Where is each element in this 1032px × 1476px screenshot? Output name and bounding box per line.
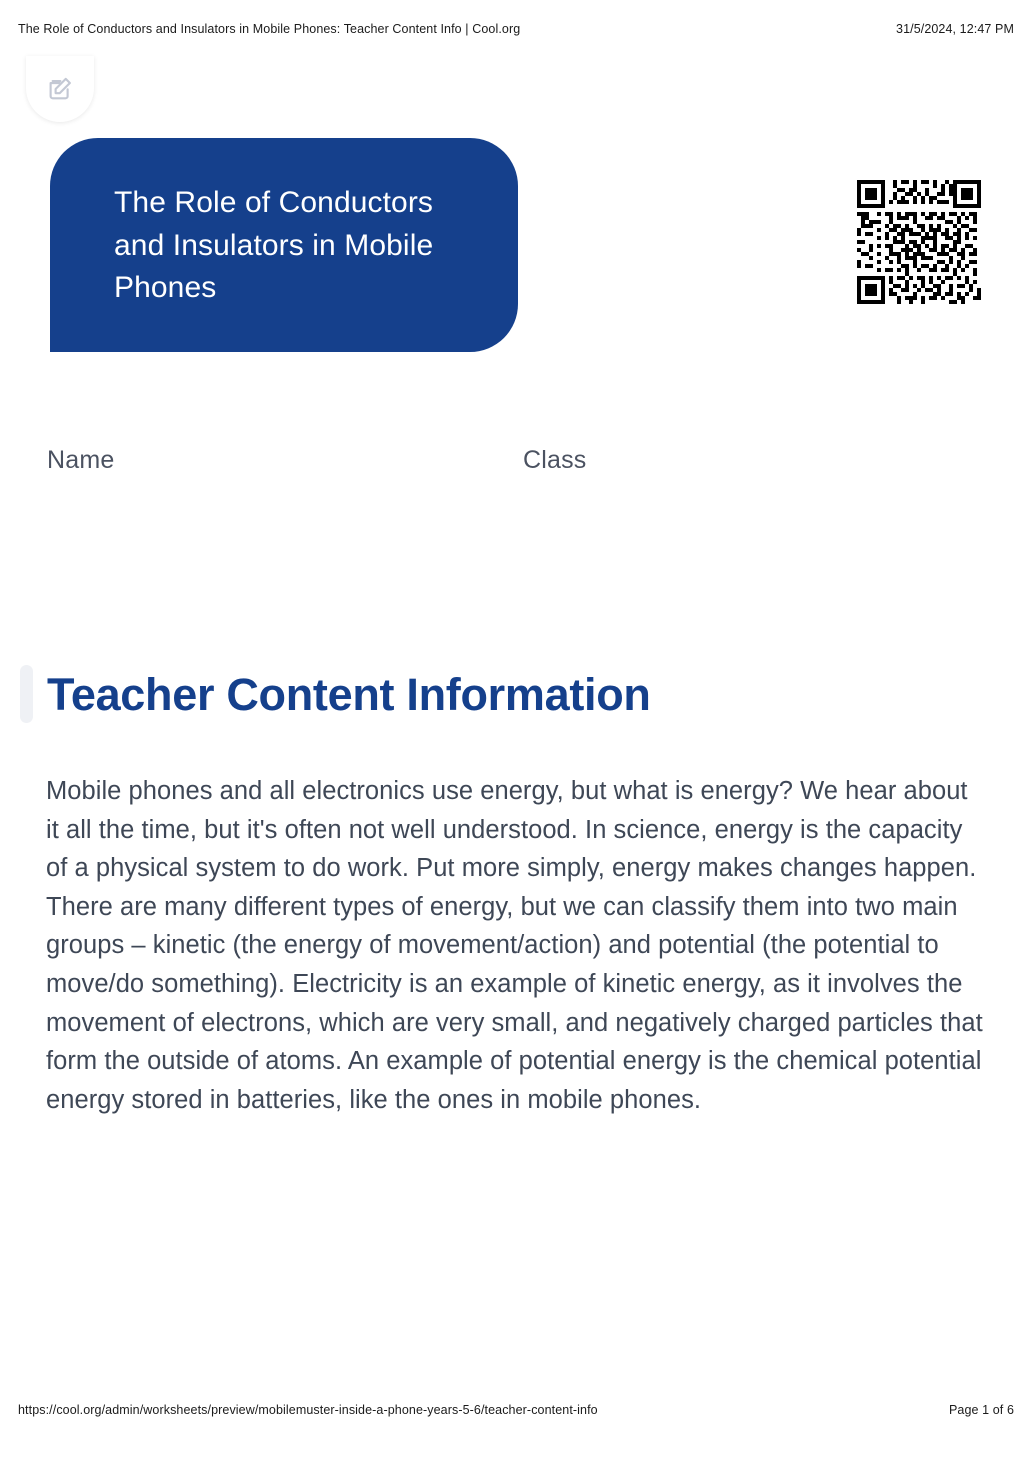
print-header-title: The Role of Conductors and Insulators in Mobile Phones: Teacher Content Info | Cool.org (18, 22, 521, 36)
content-paragraph: Mobile phones and all electronics use energy, but what is energy? We hear about it all the time, but it's often not well understood. In science, energy is the capacity of a physical system to do work. Put more simply, energy makes changes happen. There are many different types of energy, but we can classify them into two main groups – kinetic (the energy of movement/action) and potential (the potential to move/do something). Electricity is an example of kinetic energy, as it involves the movement of electrons, which are very small, and negatively charged particles that form the outside of atoms. An example of potential energy is the chemical potential energy stored in batteries, like the ones in mobile phones. (46, 777, 983, 1114)
section-heading (20, 662, 651, 726)
section-heading-text: Teacher Content Information (47, 668, 651, 720)
qr-code-image (853, 176, 985, 308)
class-field-label: Class (523, 446, 587, 474)
print-header-timestamp: 31/5/2024, 12:47 PM (896, 22, 1014, 36)
qr-code (853, 176, 985, 308)
print-footer-page: Page 1 of 6 (948, 1403, 1014, 1417)
print-header (0, 20, 1032, 38)
print-footer (0, 1401, 1032, 1419)
worksheet-title-block (50, 138, 518, 352)
edit-square-pencil-icon (45, 74, 75, 104)
page-title: The Role of Conductors and Insulators in Mobile Phones (114, 186, 434, 305)
heading-accent-bar (20, 665, 33, 723)
print-footer-url: https://cool.org/admin/worksheets/preview/mobilemuster-inside-a-phone-years-5-6/teacher-content-info (18, 1403, 598, 1417)
edit-button[interactable] (26, 56, 94, 122)
student-fields-row (47, 446, 987, 480)
teacher-content-body (46, 772, 986, 1119)
name-field-label: Name (47, 446, 115, 474)
